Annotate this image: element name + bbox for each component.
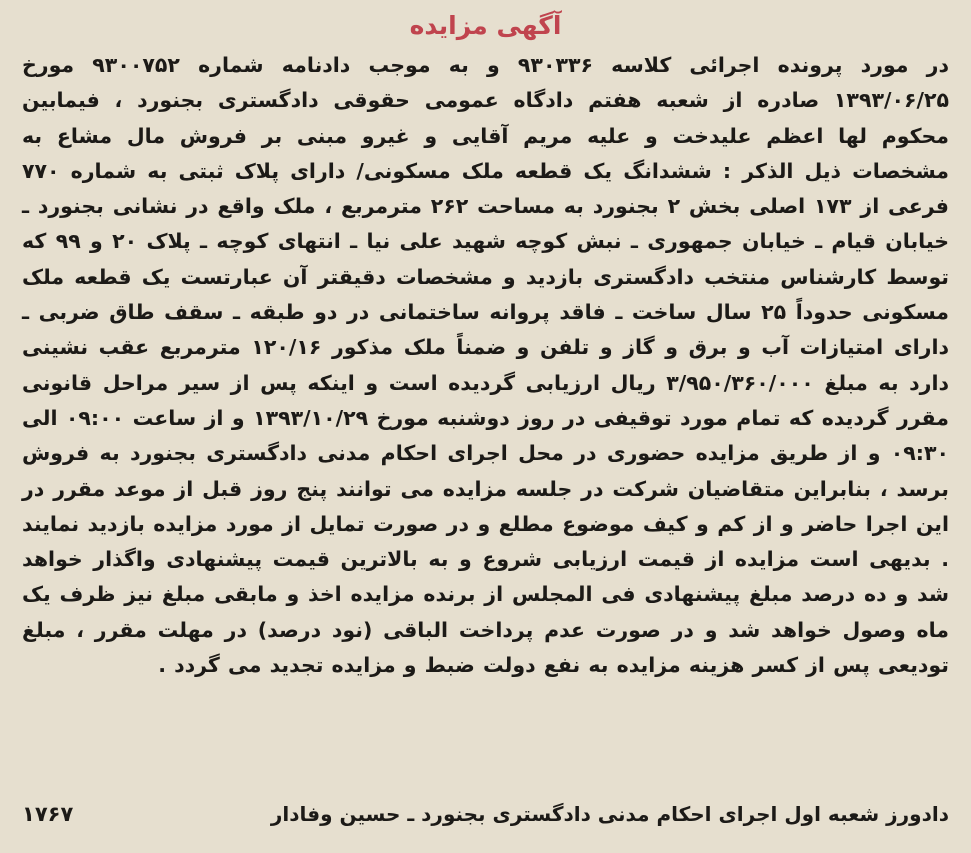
notice-body: در مورد پرونده اجرائی کلاسه ۹۳۰۳۳۶ و به موجب دادنامه شماره ۹۳۰۰۷۵۲ مورخ ۱۳۹۳/۰۶/۲۵ صادره از شعبه هفتم دادگاه عمومی حقوقی دادگستری بجنورد ، فیمابین محکوم لها اعظم علیدخت و علیه مریم آقایی و غیرو مبنی بر فروش مال مشاع به مشخصات ذیل الذکر : ششدانگ یک قطعه ملک مسکونی/ دارای پلاک ثبتی به شماره ۷۷۰ فرعی از ۱۷۳ اصلی بخش ۲ بجنورد به مساحت ۲۶۲ مترمربع ، ملک واقع در نشانی بجنورد ـ خیابان قیام ـ خیابان جمهوری ـ نبش کوچه شهید علی نیا ـ انتهای کوچه ـ پلاک ۲۰ و ۹۹ که توسط کارشناس منتخب دادگستری بازدید و مشخصات دقیقتر آن عبارتست یک قطعه ملک مسکونی حدوداً ۲۵ سال ساخت ـ فاقد پروانه ساختمانی در دو طبقه ـ سقف طاق ضربی ـ دارای امتیازات آب و برق و گاز و تلفن و ضمناً ملک مذکور ۱۲۰/۱۶ مترمربع عقب نشینی دارد به مبلغ ۳/۹۵۰/۳۶۰/۰۰۰ ریال ارزیابی گردیده است و اینکه پس از سیر مراحل قانونی مقرر گردیده که تمام مورد توقیفی در روز دوشنبه مورخ ۱۳۹۳/۱۰/۲۹ و از ساعت ۰۹:۰۰ الی ۰۹:۳۰ و از طریق مزایده حضوری در محل اجرای احکام مدنی دادگستری بجنورد به فروش برسد ، بنابراین متقاضیان شرکت در جلسه مزایده می توانند پنج روز قبل از موعد مقرر در این اجرا حاضر و از کم و کیف موضوع مطلع و در صورت تمایل از مورد مزایده بازدید نمایند . بدیهی است مزایده از قیمت ارزیابی شروع و به بالاترین قیمت پیشنهادی واگذار خواهد شد و ده درصد مبلغ پیشنهادی فی المجلس از برنده مزایده اخذ و مابقی مبلغ نیز ظرف یک ماه وصول خواهد شد و در صورت عدم پرداخت الباقی (نود درصد) در مهلت مقرر ، مبلغ تودیعی پس از کسر هزینه مزایده به نفع دولت ضبط و مزایده تجدید می گردد . [22,53,949,678]
notice-footer [22,796,949,832]
notice-number: ۱۷۶۷ [22,802,74,826]
notice-title: آگهی مزایده [409,11,562,40]
signature-line: دادورز شعبه اول اجرای احکام مدنی دادگستری بجنورد ـ حسین وفادار [270,802,949,826]
